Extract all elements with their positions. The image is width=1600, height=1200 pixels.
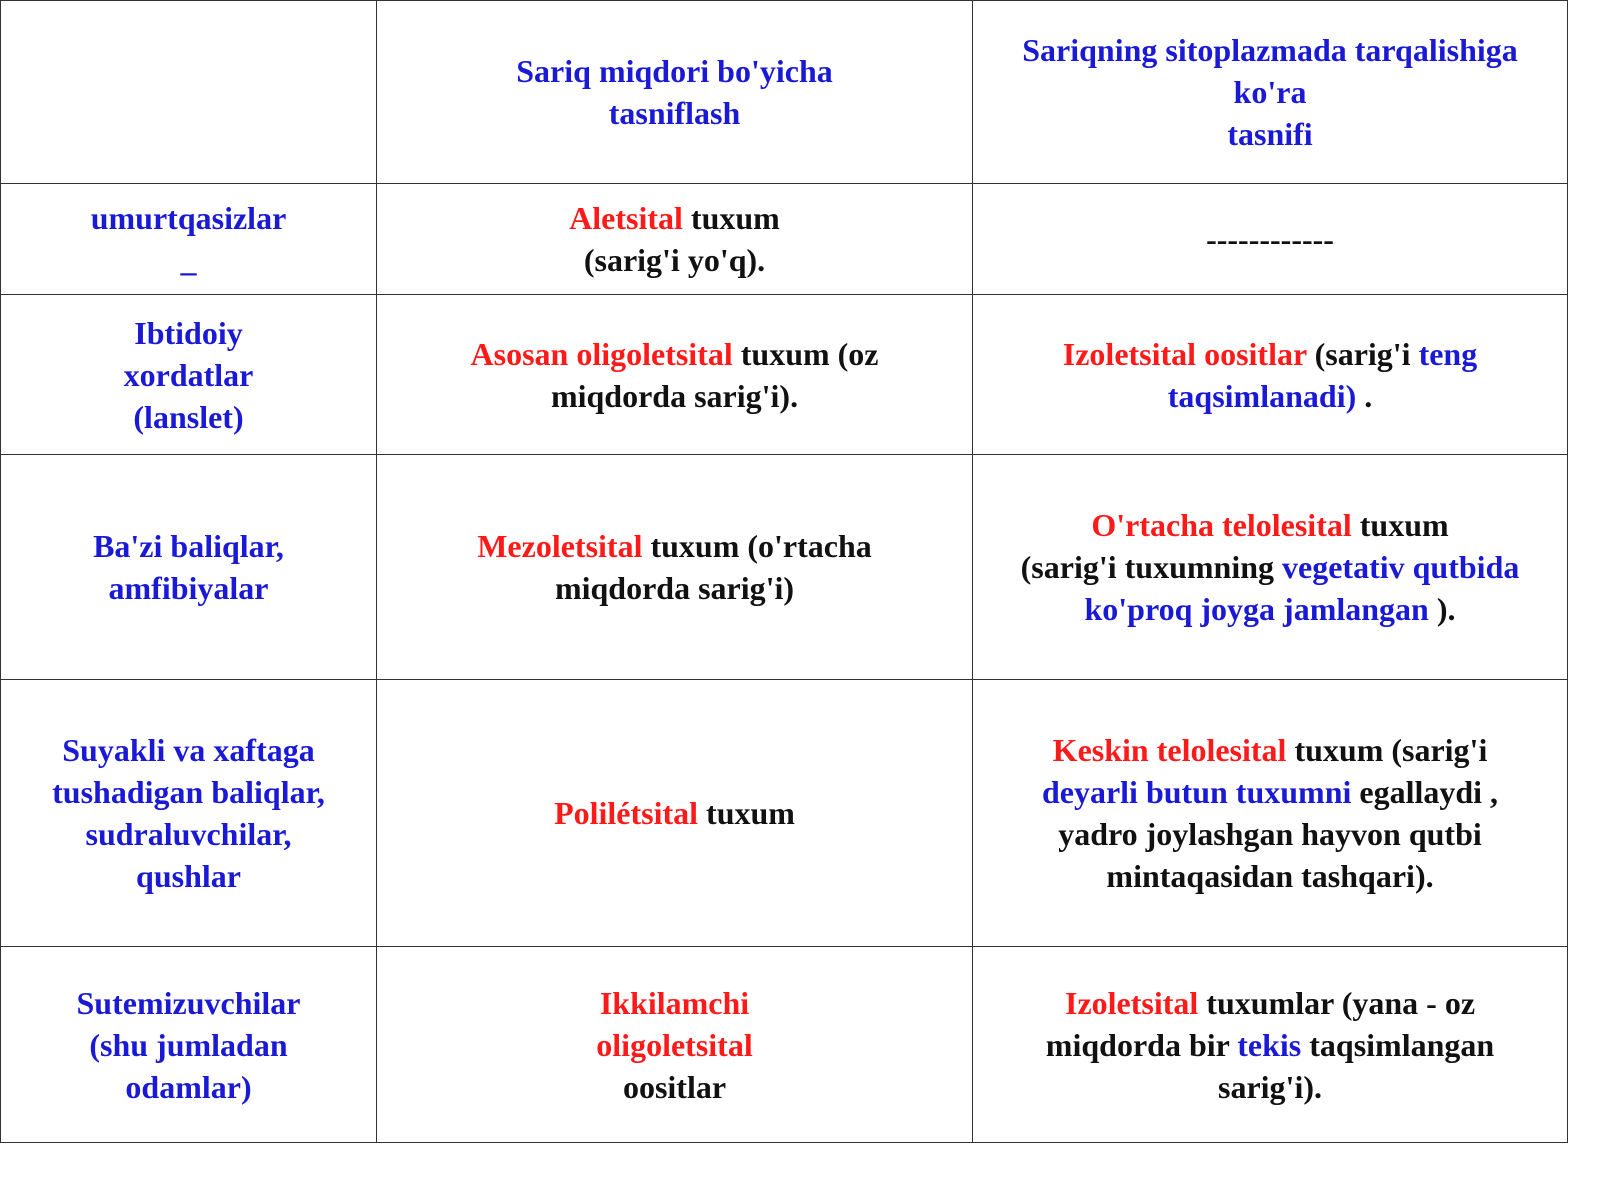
- cell-line: [395, 1024, 954, 1066]
- text-segment: tasniflash: [608, 95, 741, 131]
- cell-line: [19, 1066, 358, 1108]
- text-segment: vegetativ qutbida: [1282, 549, 1520, 585]
- cell-line: [395, 525, 954, 567]
- cell-line: [991, 982, 1549, 1024]
- text-segment: O'rtacha telolesital: [1091, 507, 1352, 543]
- cell-line: [395, 50, 954, 92]
- text-segment: tekis: [1237, 1026, 1302, 1063]
- distribution-cell: [973, 947, 1568, 1143]
- cell-line: [19, 354, 358, 396]
- table-row: [1, 295, 1568, 455]
- cell-line: [991, 813, 1549, 855]
- header-row: [1, 1, 1568, 184]
- cell-line: [991, 29, 1549, 71]
- cell-line: [19, 813, 358, 855]
- cell-line: [991, 71, 1549, 113]
- amount-cell: [377, 947, 973, 1143]
- table-body: [1, 1, 1568, 1143]
- table-row: [1, 455, 1568, 680]
- cell-line: [395, 197, 954, 239]
- cell-line: [19, 982, 358, 1024]
- text-segment: Keskin telolesital: [1052, 732, 1287, 768]
- text-segment: tuxum (o'rtacha: [642, 528, 872, 564]
- text-segment: Ikkilamchi: [599, 984, 750, 1021]
- amount-cell: [377, 295, 973, 455]
- cell-line: [395, 567, 954, 609]
- text-segment: Sariq miqdori bo'yicha: [516, 53, 833, 89]
- cell-line: [991, 333, 1549, 375]
- cell-line: [991, 546, 1549, 588]
- cell-line: [19, 239, 358, 281]
- text-segment: (lanslet): [133, 398, 244, 435]
- text-segment: miqdorda sarig'i).: [550, 377, 799, 414]
- text-segment: Aletsital: [569, 200, 683, 236]
- text-segment: amfibiyalar: [108, 570, 269, 606]
- text-segment: miqdorda sarig'i): [554, 570, 795, 606]
- text-segment: sudraluvchilar,: [85, 816, 292, 852]
- organism-cell: [1, 295, 377, 455]
- text-segment: mintaqasidan tashqari).: [1106, 858, 1434, 894]
- header-cell-amount: [377, 1, 973, 184]
- text-segment: (sarig'i tuxumning: [1020, 549, 1283, 585]
- cell-line: [395, 92, 954, 134]
- distribution-cell: [973, 455, 1568, 680]
- amount-cell: [377, 455, 973, 680]
- distribution-cell: [973, 680, 1568, 947]
- text-segment: tuxum: [1351, 507, 1449, 543]
- cell-line: [395, 982, 954, 1024]
- text-segment: (sarig'i yo'q).: [583, 242, 766, 278]
- text-segment: ko'ra: [1233, 74, 1307, 110]
- cell-line: [19, 771, 358, 813]
- text-segment: tuxum (sarig'i: [1286, 732, 1488, 768]
- table-row: [1, 680, 1568, 947]
- cell-line: [19, 1024, 358, 1066]
- cell-line: [991, 504, 1549, 546]
- text-segment: xordatlar: [123, 356, 254, 393]
- text-segment: odamlar): [125, 1068, 252, 1105]
- table-row: [1, 947, 1568, 1143]
- header-cell-empty: [1, 1, 377, 184]
- organism-cell: [1, 680, 377, 947]
- text-segment: yadro joylashgan hayvon qutbi: [1058, 816, 1482, 852]
- text-segment: Suyakli va xaftaga: [62, 732, 315, 768]
- cell-line: [991, 113, 1549, 155]
- text-segment: (shu jumladan: [89, 1026, 288, 1063]
- text-segment: Izoletsital oositlar: [1062, 335, 1307, 372]
- text-segment: deyarli butun tuxumni: [1041, 774, 1352, 810]
- cell-line: [19, 197, 358, 239]
- text-segment: Polilétsital: [554, 795, 699, 831]
- text-segment: umurtqasizlar: [90, 200, 287, 236]
- cell-line: [395, 792, 954, 834]
- text-segment: (sarig'i: [1306, 335, 1419, 372]
- cell-line: [19, 729, 358, 771]
- text-segment: taqsimlangan: [1301, 1026, 1495, 1063]
- distribution-cell: [973, 295, 1568, 455]
- cell-line: [19, 567, 358, 609]
- text-segment: Ibtidoiy: [134, 314, 243, 351]
- cell-line: [991, 855, 1549, 897]
- cell-line: [991, 1066, 1549, 1108]
- text-segment: .: [1356, 377, 1373, 414]
- text-segment: teng: [1418, 335, 1478, 372]
- text-segment: Asosan oligoletsital: [470, 335, 733, 372]
- text-segment: tushadigan baliqlar,: [52, 774, 325, 810]
- text-segment: ko'proq joyga jamlangan: [1084, 591, 1429, 627]
- cell-line: [395, 1066, 954, 1108]
- distribution-cell: [973, 184, 1568, 295]
- cell-line: [19, 525, 358, 567]
- cell-line: [991, 375, 1549, 417]
- amount-cell: [377, 184, 973, 295]
- cell-line: [395, 333, 954, 375]
- cell-line: [991, 771, 1549, 813]
- text-segment: taqsimlanadi): [1167, 377, 1357, 414]
- text-segment: Sariqning sitoplazmada tarqalishiga: [1022, 32, 1518, 68]
- organism-cell: [1, 455, 377, 680]
- organism-cell: [1, 184, 377, 295]
- text-segment: Sutemizuvchilar: [76, 984, 301, 1021]
- text-segment: miqdorda bir: [1045, 1026, 1238, 1063]
- cell-line: [19, 396, 358, 438]
- table-row: [1, 184, 1568, 295]
- text-segment: sarig'i).: [1218, 1068, 1322, 1105]
- cell-line: [991, 218, 1549, 260]
- header-cell-distribution: [973, 1, 1568, 184]
- text-segment: tuxumlar (yana - oz: [1198, 984, 1476, 1021]
- text-segment: ------------: [1206, 221, 1334, 257]
- text-segment: Ba'zi baliqlar,: [93, 528, 284, 564]
- text-segment: ).: [1428, 591, 1456, 627]
- text-segment: oositlar: [622, 1068, 727, 1105]
- cell-line: [19, 855, 358, 897]
- text-segment: tasnifi: [1227, 116, 1313, 152]
- text-segment: egallaydi ,: [1351, 774, 1499, 810]
- cell-line: [395, 239, 954, 281]
- amount-cell: [377, 680, 973, 947]
- cell-line: [19, 312, 358, 354]
- text-segment: qushlar: [136, 858, 241, 894]
- text-segment: tuxum (oz: [732, 335, 879, 372]
- text-segment: Mezoletsital: [477, 528, 643, 564]
- cell-line: [395, 375, 954, 417]
- cell-line: [991, 1024, 1549, 1066]
- text-segment: oligoletsital: [596, 1026, 753, 1063]
- cell-line: [991, 729, 1549, 771]
- text-segment: tuxum: [682, 200, 780, 236]
- organism-cell: [1, 947, 377, 1143]
- text-segment: tuxum: [698, 795, 795, 831]
- cell-line: [991, 588, 1549, 630]
- text-segment: _: [180, 242, 197, 278]
- text-segment: Izoletsital: [1064, 984, 1199, 1021]
